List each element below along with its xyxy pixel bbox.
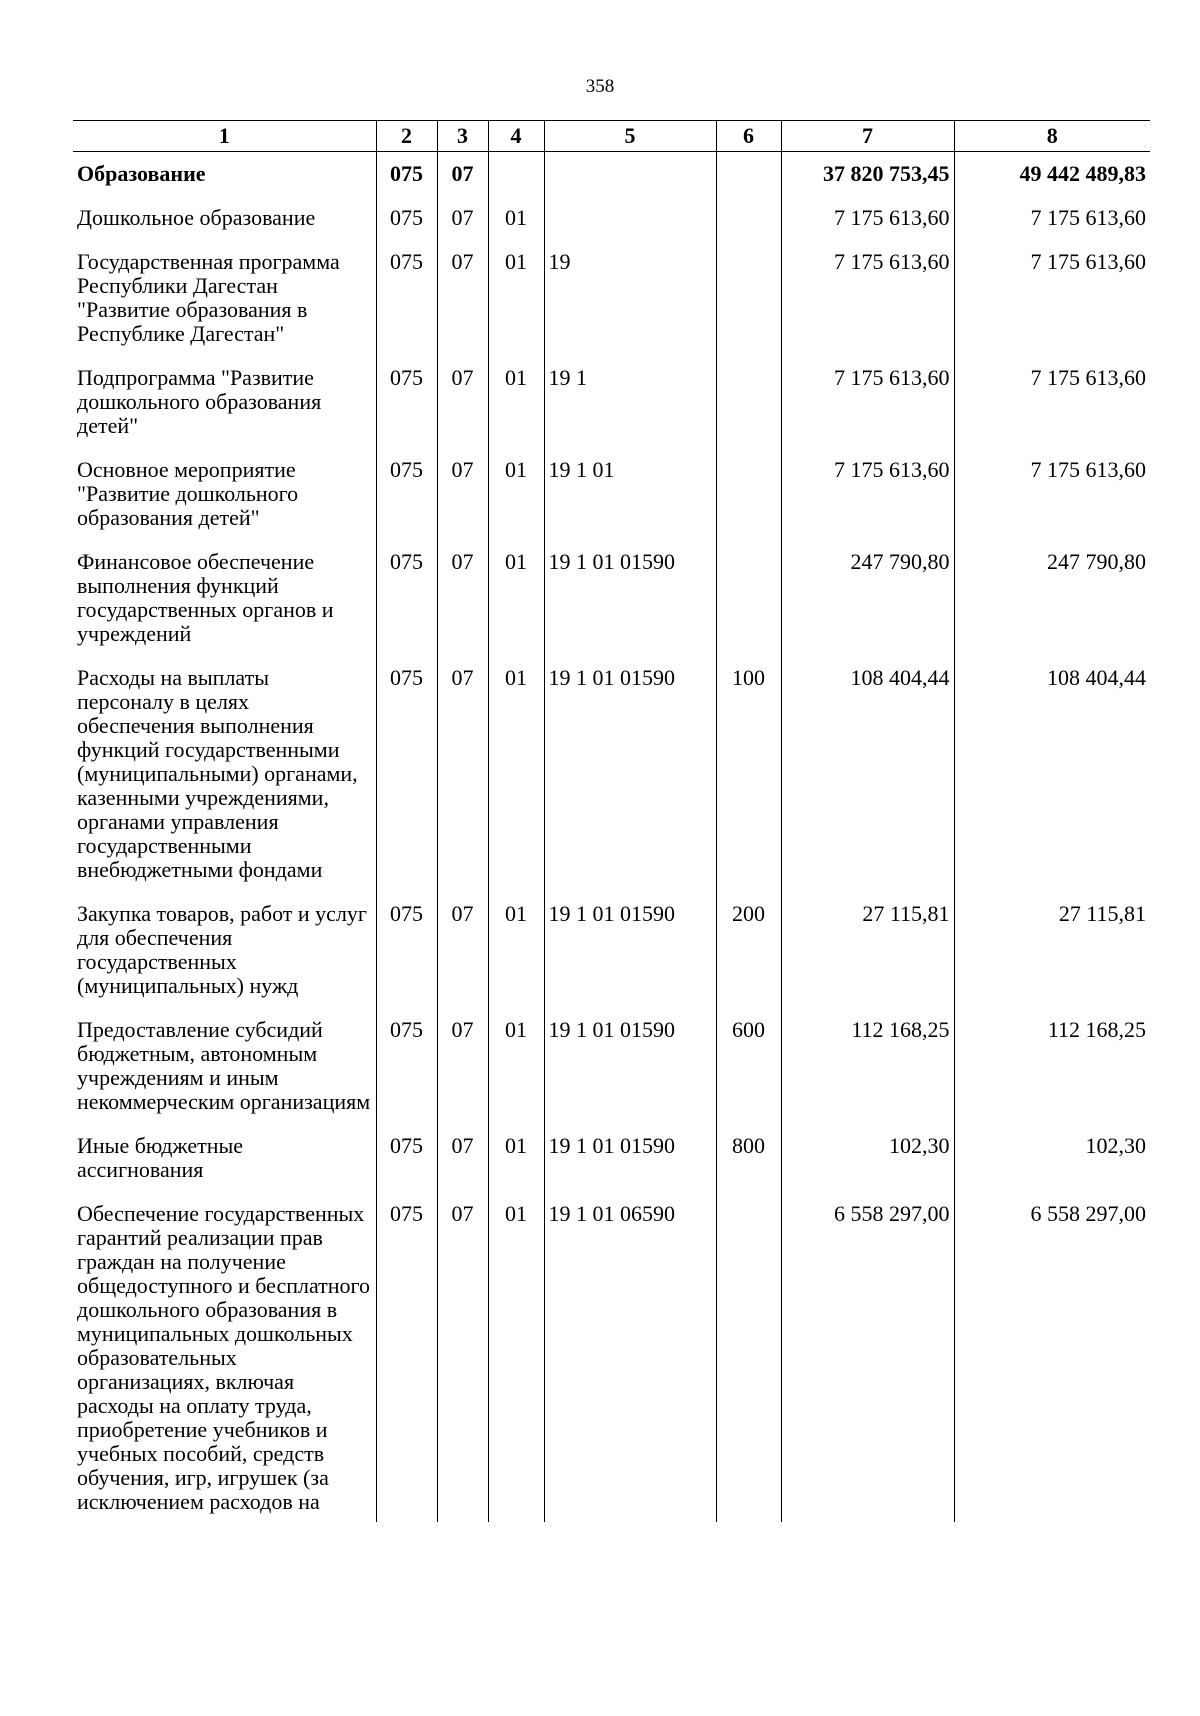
row-amount-7: 37 820 753,45 — [781, 152, 954, 200]
row-code-6 — [716, 451, 781, 543]
row-code-2: 075 — [376, 1127, 437, 1195]
row-code-6: 600 — [716, 1011, 781, 1127]
row-code-4: 01 — [488, 243, 544, 359]
row-code-4: 01 — [488, 1195, 544, 1522]
column-header: 1 — [73, 121, 376, 152]
column-header: 2 — [376, 121, 437, 152]
row-code-2: 075 — [376, 1011, 437, 1127]
row-code-5: 19 1 01 01590 — [544, 1011, 716, 1127]
row-name: Образование — [77, 161, 206, 186]
row-code-2: 075 — [376, 543, 437, 659]
row-amount-8: 112 168,25 — [954, 1011, 1150, 1127]
row-code-5: 19 1 01 — [544, 451, 716, 543]
row-amount-8: 7 175 613,60 — [954, 243, 1150, 359]
row-amount-8: 7 175 613,60 — [954, 451, 1150, 543]
table-row — [73, 895, 1150, 1011]
row-code-2: 075 — [376, 359, 437, 451]
row-code-4: 01 — [488, 451, 544, 543]
row-code-5: 19 1 01 01590 — [544, 543, 716, 659]
row-amount-8: 7 175 613,60 — [954, 359, 1150, 451]
row-code-2: 075 — [376, 451, 437, 543]
row-code-2: 075 — [376, 659, 437, 895]
row-code-2: 075 — [376, 152, 437, 200]
row-code-6 — [716, 359, 781, 451]
table-row — [73, 659, 1150, 895]
row-amount-7: 108 404,44 — [781, 659, 954, 895]
row-code-4 — [488, 152, 544, 200]
row-code-3: 07 — [437, 152, 488, 200]
row-amount-8: 108 404,44 — [954, 659, 1150, 895]
row-amount-7: 7 175 613,60 — [781, 451, 954, 543]
row-code-4: 01 — [488, 359, 544, 451]
row-code-5: 19 1 01 01590 — [544, 1127, 716, 1195]
row-code-5: 19 — [544, 243, 716, 359]
row-code-3: 07 — [437, 543, 488, 659]
row-code-3: 07 — [437, 451, 488, 543]
table-header-row — [73, 121, 1150, 152]
row-code-5 — [544, 199, 716, 243]
row-code-6: 100 — [716, 659, 781, 895]
table-row — [73, 359, 1150, 451]
row-name: Иные бюджетные ассигнования — [77, 1133, 244, 1182]
row-code-3: 07 — [437, 199, 488, 243]
row-amount-7: 7 175 613,60 — [781, 199, 954, 243]
row-code-6: 200 — [716, 895, 781, 1011]
row-amount-7: 102,30 — [781, 1127, 954, 1195]
row-name: Обеспечение государственных гарантий реализации прав граждан на получение общедоступного и бесплатного дошкольного образования в муниципальных дошкольных образовательных организациях, включая расходы на оплату труда, приобретение учебников и учебных пособий, средств обучения, игр, игрушек (за исключением расходов на — [77, 1201, 371, 1514]
row-amount-7: 7 175 613,60 — [781, 243, 954, 359]
budget-table — [73, 120, 1150, 1522]
row-code-2: 075 — [376, 199, 437, 243]
row-code-4: 01 — [488, 659, 544, 895]
row-code-5: 19 1 01 01590 — [544, 659, 716, 895]
row-code-3: 07 — [437, 1011, 488, 1127]
row-name: Подпрограмма "Развитие дошкольного образования детей" — [77, 365, 322, 438]
row-code-6 — [716, 199, 781, 243]
row-code-2: 075 — [376, 1195, 437, 1522]
row-amount-8: 7 175 613,60 — [954, 199, 1150, 243]
row-code-5 — [544, 152, 716, 200]
row-code-2: 075 — [376, 895, 437, 1011]
column-header: 3 — [437, 121, 488, 152]
table-row — [73, 543, 1150, 659]
row-code-3: 07 — [437, 243, 488, 359]
row-code-4: 01 — [488, 1011, 544, 1127]
row-code-4: 01 — [488, 1127, 544, 1195]
row-amount-8: 27 115,81 — [954, 895, 1150, 1011]
row-code-3: 07 — [437, 1195, 488, 1522]
row-amount-7: 7 175 613,60 — [781, 359, 954, 451]
column-header: 6 — [716, 121, 781, 152]
row-amount-7: 27 115,81 — [781, 895, 954, 1011]
row-code-6: 800 — [716, 1127, 781, 1195]
row-code-6 — [716, 152, 781, 200]
table-row — [73, 1011, 1150, 1127]
row-amount-8: 102,30 — [954, 1127, 1150, 1195]
row-name: Основное мероприятие "Развитие дошкольного образования детей" — [77, 457, 299, 530]
row-code-5: 19 1 01 01590 — [544, 895, 716, 1011]
row-code-6 — [716, 1195, 781, 1522]
row-code-6 — [716, 243, 781, 359]
table-row — [73, 199, 1150, 243]
row-code-4: 01 — [488, 543, 544, 659]
row-code-4: 01 — [488, 895, 544, 1011]
row-name: Государственная программа Республики Дагестан "Развитие образования в Республике Дагестан" — [77, 249, 340, 346]
table-row — [73, 152, 1150, 200]
row-code-3: 07 — [437, 359, 488, 451]
table-row — [73, 1127, 1150, 1195]
row-code-3: 07 — [437, 1127, 488, 1195]
page-number: 358 — [585, 76, 615, 97]
column-header: 8 — [954, 121, 1150, 152]
row-code-3: 07 — [437, 659, 488, 895]
row-code-3: 07 — [437, 895, 488, 1011]
table-row — [73, 451, 1150, 543]
column-header: 7 — [781, 121, 954, 152]
row-name: Закупка товаров, работ и услуг для обеспечения государственных (муниципальных) нужд — [77, 901, 367, 998]
column-header: 4 — [488, 121, 544, 152]
row-code-2: 075 — [376, 243, 437, 359]
row-amount-8: 49 442 489,83 — [954, 152, 1150, 200]
row-code-5: 19 1 — [544, 359, 716, 451]
row-amount-8: 6 558 297,00 — [954, 1195, 1150, 1522]
row-amount-7: 6 558 297,00 — [781, 1195, 954, 1522]
row-name: Дошкольное образование — [77, 205, 316, 230]
row-code-4: 01 — [488, 199, 544, 243]
row-amount-7: 247 790,80 — [781, 543, 954, 659]
row-name: Предоставление субсидий бюджетным, автономным учреждениям и иным некоммерческим организациям — [77, 1017, 371, 1114]
column-header: 5 — [544, 121, 716, 152]
row-name: Расходы на выплаты персоналу в целях обеспечения выполнения функций государственными (муниципальными) органами, казенными учреждениями, органами управления государственными внебюджетными фондами — [77, 665, 358, 882]
table-row — [73, 1195, 1150, 1522]
row-amount-7: 112 168,25 — [781, 1011, 954, 1127]
row-code-5: 19 1 01 06590 — [544, 1195, 716, 1522]
table-row — [73, 243, 1150, 359]
row-code-6 — [716, 543, 781, 659]
row-name: Финансовое обеспечение выполнения функций государственных органов и учреждений — [77, 549, 334, 646]
row-amount-8: 247 790,80 — [954, 543, 1150, 659]
